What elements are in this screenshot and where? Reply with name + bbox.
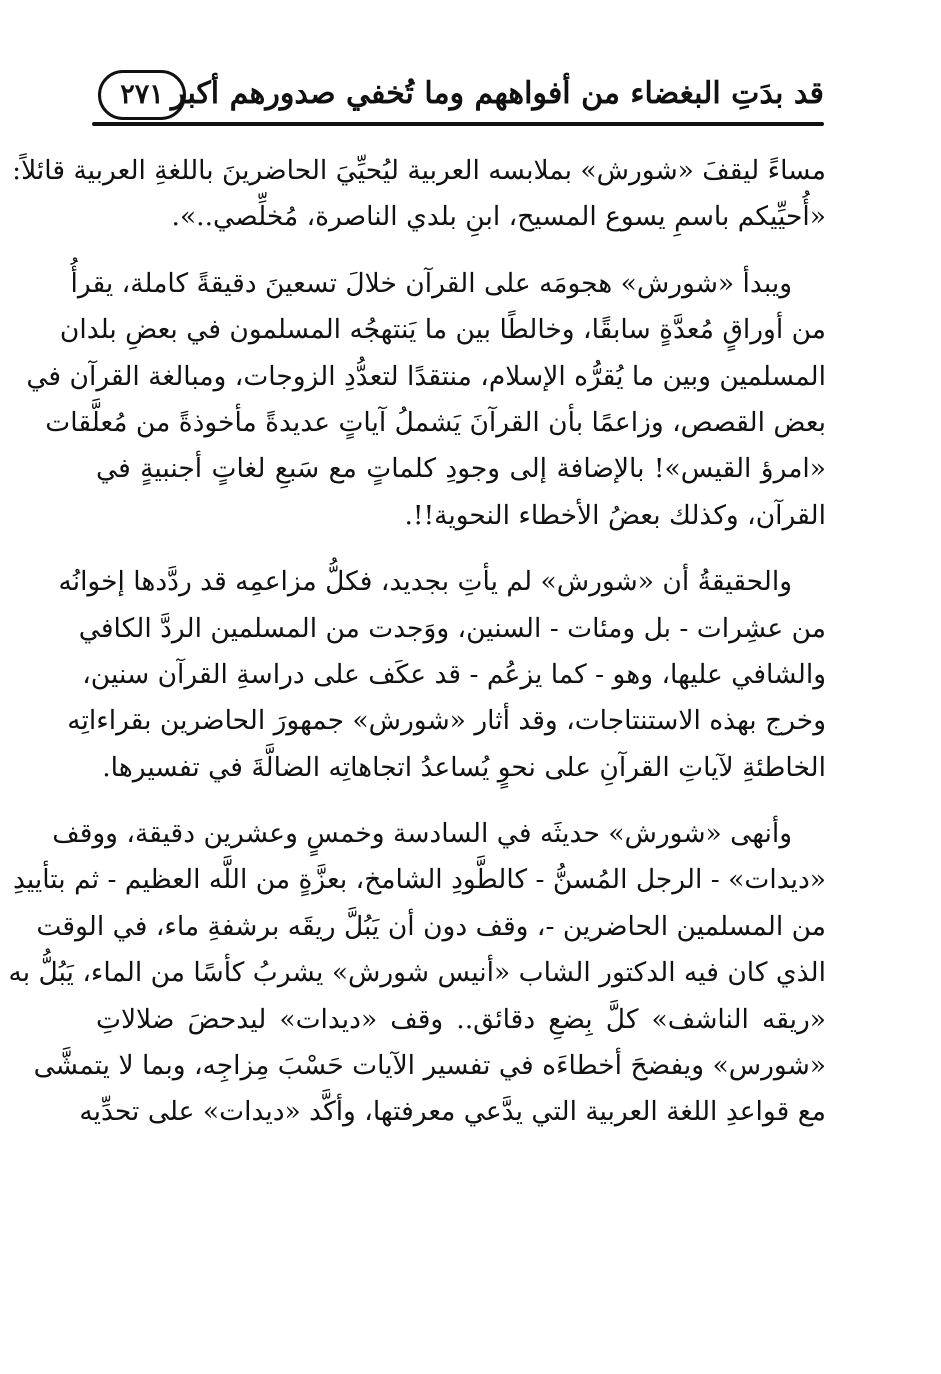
body-text — [8, 148, 826, 1156]
text-line: «امرؤ القيس»! بالإضافة إلى وجودِ كلماتٍ مع سَبعِ لغاتٍ أجنبيةٍ في — [96, 453, 826, 485]
text-line: ويبدأ «شورش» هجومَه على القرآن خلالَ تسعينَ دقيقةً كاملة، يقرأُ — [70, 267, 792, 299]
text-line: والشافي عليها، وهو - كما يزعُم - قد عكَف على دراسةِ القرآن سنين، — [82, 658, 826, 690]
running-title: قد بدَتِ البغضاء من أفواههم وما تُخفي صدورهم أكبر — [170, 76, 824, 111]
page-header — [92, 64, 824, 126]
text-line: «ريقه الناشف» كلَّ بِضعِ دقائق.. وقف «ديدات» ليدحضَ ضلالاتِ — [96, 1003, 826, 1035]
text-line: الخاطئةِ لآياتِ القرآنِ على نحوٍ يُساعدُ اتجاهاتِه الضالَّةَ في تفسيرها. — [102, 751, 826, 783]
text-line: من عشِرات - بل ومئات - السنين، ووَجدت من المسلمين الردَّ الكافي — [78, 612, 826, 644]
text-line: مساءً ليقفَ «شورش» بملابسه العربية ليُحيِّيَ الحاضرينَ باللغةِ العربية قائلاً: — [12, 155, 826, 186]
text-line: «ديدات» - الرجل المُسنُّ - كالطَّودِ الشامخ، بعزَّةٍ من اللَّه العظيم - ثم بتأييدِ — [12, 864, 826, 896]
page-number-badge: ٢٧١ — [98, 70, 186, 120]
paragraph-2 — [26, 261, 826, 539]
paragraph-4 — [8, 811, 826, 1136]
text-line: «شورس» ويفضحَ أخطاءَه في تفسير الآيات حَسْبَ مِزاجِه، وبما لا يتمشَّى — [33, 1050, 826, 1082]
text-line: والحقيقةُ أن «شورش» لم يأتِ بجديد، فكلُّ مزاعمِه قد ردَّدها إخوانُه — [58, 566, 792, 598]
text-line: من المسلمين الحاضرين -، وقف دون أن يَبُلَّ ريقَه برشفةِ ماء، في الوقت — [36, 910, 826, 942]
paragraph-3 — [58, 559, 826, 791]
text-line: «أُحيِّيكم باسمِ يسوع المسيح، ابنِ بلدي الناصرة، مُخلِّصي..». — [171, 201, 826, 233]
text-line: القرآن، وكذلك بعضُ الأخطاء النحوية!!. — [404, 499, 826, 531]
paragraph-1 — [12, 148, 826, 241]
text-line: بعض القصص، وزاعمًا بأن القرآنَ يَشملُ آياتٍ عديدةً مأخوذةً من مُعلَّقات — [45, 406, 826, 438]
text-line: مع قواعدِ اللغة العربية التي يدَّعي معرفتها، وأكَّد «ديدات» على تحدِّيه — [79, 1096, 826, 1128]
text-line: الذي كان فيه الدكتور الشاب «أنيس شورش» يشربُ كأسًا من الماء، يَبُلُّ به — [8, 957, 826, 989]
text-line: وأنهى «شورش» حديثَه في السادسة وخمسٍ وعشرين دقيقة، ووقف — [52, 818, 792, 850]
header-divider — [92, 122, 824, 126]
text-line: المسلمين وبين ما يُقرُّه الإسلام، منتقدًا لتعدُّدِ الزوجات، ومبالغة القرآن في — [26, 360, 826, 392]
text-line: من أوراقٍ مُعدَّةٍ سابقًا، وخالطًا بين ما يَنتهجُه المسلمون في بعضِ بلدان — [59, 314, 826, 346]
text-line: وخرج بهذه الاستنتاجات، وقد أثار «شورش» جمهورَ الحاضرين بقراءاتِه — [67, 705, 826, 737]
